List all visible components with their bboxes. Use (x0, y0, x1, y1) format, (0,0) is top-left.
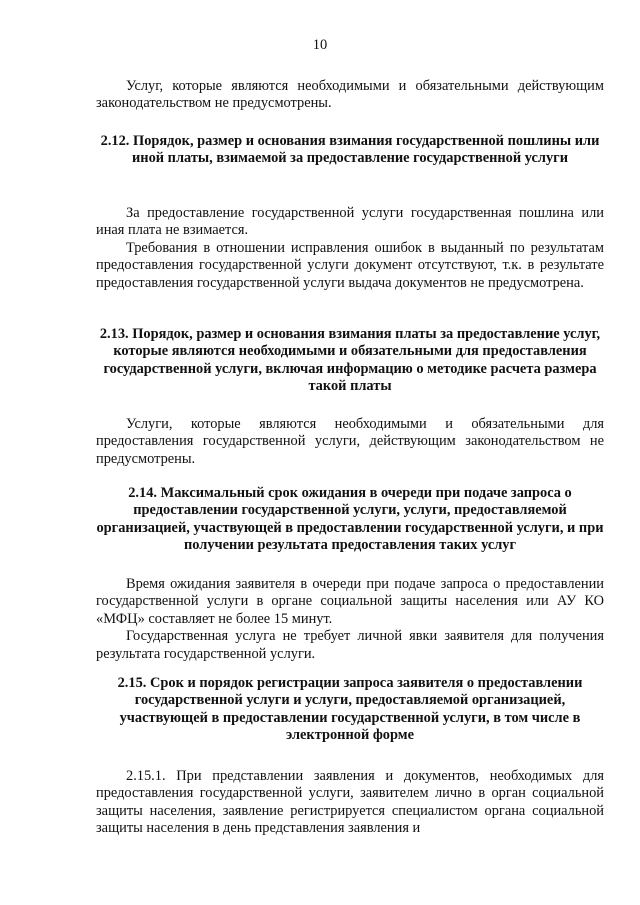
section-heading-2-12: 2.12. Порядок, размер и основания взимания государственной пошлины или иной платы, взимаемой за предоставление государственной услуги (100, 133, 600, 167)
paragraph: Государственная услуга не требует личной явки заявителя для получения результата государственной услуги. (96, 628, 604, 662)
section-2-14-body (96, 576, 604, 663)
paragraph: Требования в отношении исправления ошибок в выданный по результатам предоставления государственной услуги документ отсутствуют, т.к. в результате предоставления государственной услуги выдача документов не предусмотрена. (96, 239, 604, 291)
section-2-15-body (96, 768, 604, 838)
paragraph: За предоставление государственной услуги государственная пошлина или иная плата не взимается. (96, 205, 604, 239)
section-2-13-body (96, 416, 604, 468)
section-heading-2-15: 2.15. Срок и порядок регистрации запроса заявителя о предоставлении государственной услуги и услуги, предоставляемой организацией, участвующей в предоставлении государственной услуги, в том числе в электронной форме (117, 675, 583, 744)
section-heading-2-13: 2.13. Порядок, размер и основания взимания платы за предоставление услуг, которые являются необходимыми и обязательными для предоставления государственной услуги, включая информацию о методике расчета размера такой платы (99, 326, 601, 395)
paragraph: Время ожидания заявителя в очереди при подаче запроса о предоставлении государственной услуги в органе социальной защиты населения или АУ КО «МФЦ» составляет не более 15 минут. (96, 576, 604, 627)
section-2-12-body (96, 205, 604, 292)
section-heading-2-14: 2.14. Максимальный срок ожидания в очереди при подаче запроса о предоставлении государственной услуги, услуги, предоставляемой организацией, участвующей в предоставлении государственной услуги, и при получении результата предоставления таких услуг (96, 485, 604, 554)
page-number: 10 (312, 37, 328, 53)
paragraph: 2.15.1. При представлении заявления и документов, необходимых для предоставления государственной услуги, заявителем лично в орган социальной защиты населения, заявление регистрируется специалистом органа социальной защиты населения в день представления заявления и (96, 768, 604, 837)
paragraph: Услуги, которые являются необходимыми и обязательными для предоставления государственной услуги, действующим законодательством не предусмотрены. (96, 416, 604, 467)
paragraph: Услуг, которые являются необходимыми и обязательными действующим законодательством не предусмотрены. (96, 78, 604, 112)
intro-block (96, 78, 604, 113)
